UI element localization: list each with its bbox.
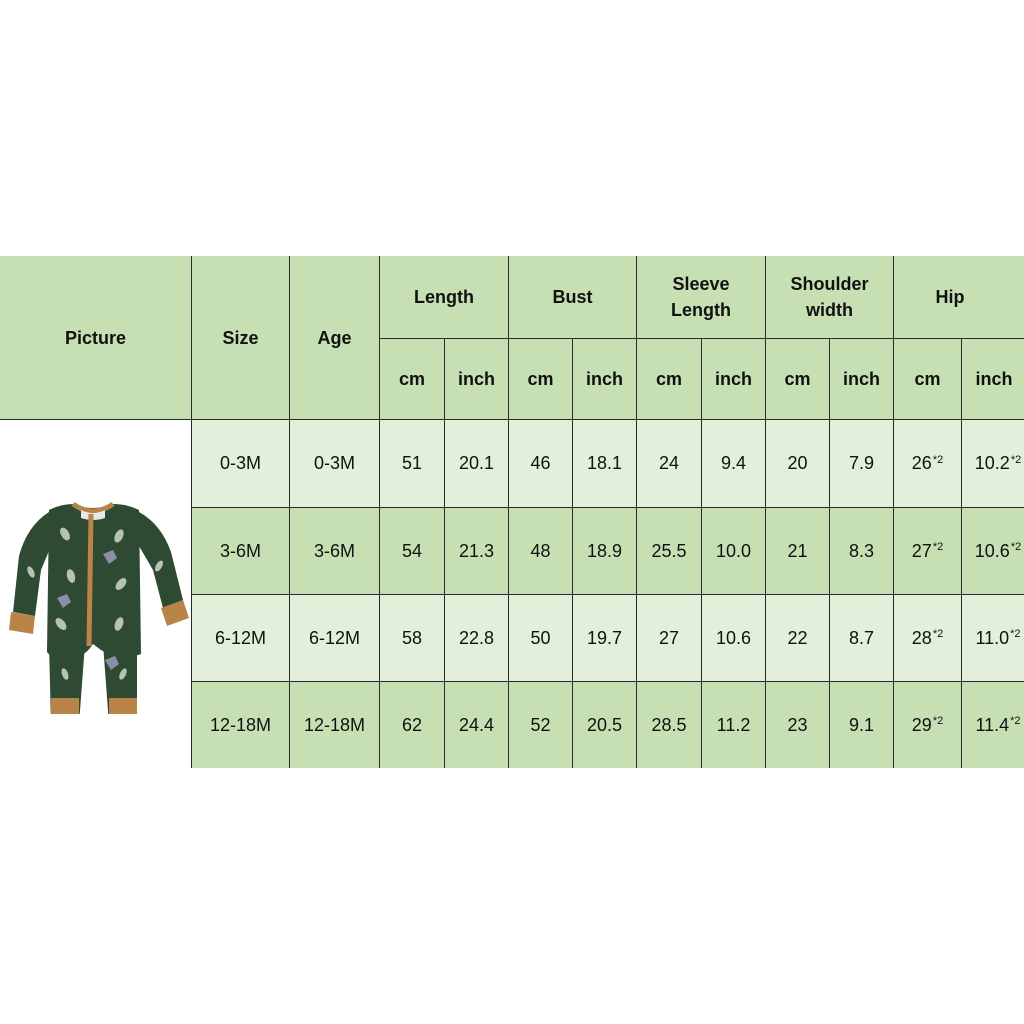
cell-sleeve-cm: 27 [637, 595, 702, 682]
cell-sleeve-cm: 24 [637, 420, 702, 508]
size-chart-table [0, 256, 1024, 768]
romper-image [1, 474, 191, 714]
header-length: Length [380, 256, 509, 339]
cell-length-cm: 54 [380, 508, 445, 595]
unit-inch: inch [445, 339, 509, 420]
cell-age: 0-3M [290, 420, 380, 508]
cell-hip-inch [962, 682, 1024, 768]
hip-note: *2 [1010, 453, 1022, 466]
cell-hip-cm [894, 682, 962, 768]
hip-inch-value: 10.6 [974, 540, 1010, 561]
cell-bust-inch: 18.9 [573, 508, 637, 595]
cell-hip-inch [962, 508, 1024, 595]
header-hip: Hip [894, 256, 1024, 339]
product-picture [0, 420, 192, 768]
cell-age: 12-18M [290, 682, 380, 768]
header-sleeve-length [637, 256, 766, 339]
cell-hip-inch [962, 420, 1024, 508]
cell-length-cm: 62 [380, 682, 445, 768]
cell-shoulder-inch: 8.7 [830, 595, 894, 682]
header-sleeve-line2: Length [671, 300, 731, 320]
cell-size: 6-12M [192, 595, 290, 682]
unit-cm: cm [509, 339, 573, 420]
cell-bust-cm: 52 [509, 682, 573, 768]
cell-bust-cm: 50 [509, 595, 573, 682]
cell-bust-cm: 46 [509, 420, 573, 508]
header-age: Age [290, 256, 380, 420]
cell-length-inch: 21.3 [445, 508, 509, 595]
header-bust: Bust [509, 256, 637, 339]
unit-cm: cm [637, 339, 702, 420]
cell-bust-inch: 19.7 [573, 595, 637, 682]
cell-age: 3-6M [290, 508, 380, 595]
cell-size: 3-6M [192, 508, 290, 595]
cell-sleeve-cm: 25.5 [637, 508, 702, 595]
hip-inch-value: 11.0 [975, 627, 1010, 648]
cell-hip-cm [894, 508, 962, 595]
hip-cm-value: 28 [911, 627, 932, 648]
hip-note: *2 [932, 715, 944, 727]
cell-sleeve-cm: 28.5 [637, 682, 702, 768]
cell-shoulder-inch: 8.3 [830, 508, 894, 595]
cell-sleeve-inch: 11.2 [702, 682, 766, 768]
cell-shoulder-inch: 7.9 [830, 420, 894, 508]
cell-shoulder-inch: 9.1 [830, 682, 894, 768]
cell-length-inch: 20.1 [445, 420, 509, 508]
header-shoulder-line1: Shoulder [790, 274, 869, 294]
cell-bust-cm: 48 [509, 508, 573, 595]
cell-length-inch: 24.4 [445, 682, 509, 768]
header-sleeve-line1: Sleeve [672, 274, 730, 294]
cell-length-cm: 51 [380, 420, 445, 508]
hip-note: *2 [1010, 628, 1021, 640]
cell-sleeve-inch: 9.4 [702, 420, 766, 508]
unit-cm: cm [380, 339, 445, 420]
unit-inch: inch [962, 339, 1024, 420]
cell-shoulder-cm: 22 [766, 595, 830, 682]
cell-sleeve-inch: 10.6 [702, 595, 766, 682]
cell-length-inch: 22.8 [445, 595, 509, 682]
hip-cm-value: 26 [911, 453, 932, 473]
unit-cm: cm [894, 339, 962, 420]
cell-shoulder-cm: 23 [766, 682, 830, 768]
cell-shoulder-cm: 21 [766, 508, 830, 595]
unit-inch: inch [702, 339, 766, 420]
cell-hip-cm [894, 420, 962, 508]
cell-size: 12-18M [192, 682, 290, 768]
hip-note: *2 [932, 453, 944, 466]
hip-note: *2 [1010, 541, 1022, 553]
cell-shoulder-cm: 20 [766, 420, 830, 508]
cell-age: 6-12M [290, 595, 380, 682]
cell-bust-inch: 18.1 [573, 420, 637, 508]
unit-inch: inch [573, 339, 637, 420]
hip-cm-value: 27 [911, 540, 932, 561]
header-size: Size [192, 256, 290, 420]
header-shoulder-width [766, 256, 894, 339]
unit-inch: inch [830, 339, 894, 420]
cell-hip-cm [894, 595, 962, 682]
hip-note: *2 [932, 628, 944, 640]
header-shoulder-line2: width [806, 300, 853, 320]
hip-note: *2 [1010, 715, 1021, 727]
hip-note: *2 [932, 541, 944, 553]
hip-inch-value: 10.2 [974, 453, 1010, 473]
hip-inch-value: 11.4 [975, 714, 1010, 735]
cell-hip-inch [962, 595, 1024, 682]
hip-cm-value: 29 [911, 714, 932, 735]
cell-bust-inch: 20.5 [573, 682, 637, 768]
unit-cm: cm [766, 339, 830, 420]
cell-size: 0-3M [192, 420, 290, 508]
header-picture: Picture [0, 256, 192, 420]
cell-length-cm: 58 [380, 595, 445, 682]
cell-sleeve-inch: 10.0 [702, 508, 766, 595]
